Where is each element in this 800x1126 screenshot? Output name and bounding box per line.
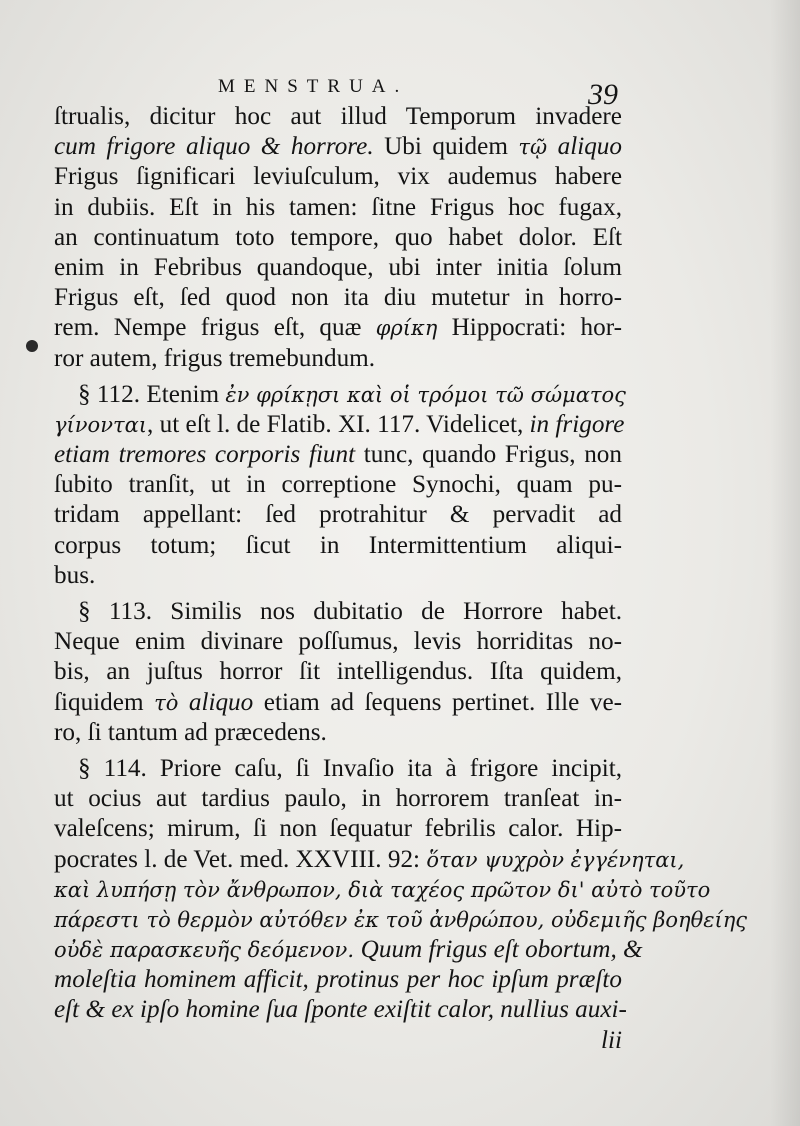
text-run: , ut eſt l. de Flatib. XI. 117. Videlicet,	[147, 410, 530, 438]
page-header	[0, 72, 800, 111]
ink-spot	[26, 340, 38, 352]
text-run: ſubito tranſit, ut in correptione Synochi, quam pu-	[54, 471, 622, 499]
text-line	[54, 1026, 622, 1056]
greek-text: οὐδὲ παρασκευῆς δεόμενον.	[54, 938, 361, 963]
greek-text: πάρεστι τὸ θερμὸν αὐτόθεν ἐκ τοῦ ἀνθρώπου, οὐδεμιῆς βοηθείης	[54, 907, 748, 932]
greek-text: ὅταν ψυχρὸν ἐγγένηται,	[426, 847, 685, 872]
text-line	[54, 470, 622, 500]
text-run: tridam appellant: ſed protrahitur & pervadit ad	[54, 501, 622, 529]
text-line	[54, 627, 622, 657]
italic-text: lii	[601, 1026, 622, 1054]
text-run: valeſcens; mirum, ſi non ſequatur febrilis calor. Hip-	[54, 815, 622, 843]
text-line	[54, 380, 626, 410]
text-run: Neque enim divinare poſſumus, levis horriditas no-	[54, 628, 622, 656]
text-line	[54, 935, 643, 965]
text-run: etiam ad ſequens pertinet. Ille ve-	[253, 688, 623, 716]
page-number: 39	[588, 78, 618, 111]
text-line	[54, 718, 622, 748]
running-title: MENSTRUA.	[218, 76, 409, 97]
page-edge-shadow	[770, 0, 800, 1126]
text-line	[54, 965, 622, 995]
greek-text: ἐν φρίκῃσι καὶ οἱ τρόμοι τῶ σώματος	[225, 382, 626, 407]
italic-text: etiam tremores corporis fiunt	[54, 441, 356, 469]
italic-text: eſt & ex ipſo homine ſua ſponte exiſtit calor, nullius auxi-	[54, 996, 627, 1024]
text-line	[54, 440, 622, 470]
text-run: an continuatum toto tempore, quo habet dolor. Eſt	[54, 223, 622, 251]
text-run: ro, ſi tantum ad præcedens.	[54, 718, 327, 746]
body-text	[54, 102, 748, 1056]
text-line	[54, 531, 622, 561]
text-run: § 113. Similis nos dubitatio de Horrore habet.	[78, 598, 622, 625]
greek-text: τὸ	[154, 690, 179, 715]
greek-text: τῷ	[518, 135, 548, 160]
text-line	[54, 162, 622, 192]
text-line	[54, 410, 625, 440]
text-run: Hippocrati: hor-	[437, 314, 622, 342]
italic-text: Quum frigus eſt obortum, &	[360, 936, 643, 964]
text-line	[54, 223, 622, 253]
text-run: pocrates l. de Vet. med. XXVIII. 92:	[54, 845, 427, 873]
text-run: ſtrualis, dicitur hoc aut illud Temporum invadere	[54, 103, 622, 130]
text-run: in dubiis. Eſt in his tamen: ſitne Frigus hoc fugax,	[54, 193, 622, 221]
text-run: enim in Febribus quandoque, ubi inter initia ſolum	[54, 253, 622, 281]
text-run: Frigus eſt, ſed quod non ita diu mutetur in horro-	[54, 284, 622, 312]
greek-text: φρίκη	[375, 316, 438, 341]
text-line	[54, 102, 622, 132]
italic-text: in frigore	[529, 410, 625, 438]
text-run: tunc, quando Frigus, non	[355, 441, 622, 469]
text-line	[54, 313, 622, 343]
text-run: bus.	[54, 561, 96, 589]
text-line	[54, 754, 622, 784]
text-run: § 112. Etenim	[78, 380, 226, 408]
text-run: bis, an juſtus horror ſit intelligendus. Iſta quidem,	[54, 658, 622, 686]
greek-text: καὶ λυπήσῃ τὸν ἄνθρωπον, διὰ ταχέος πρῶτον δι' αὐτὸ τοῦτο	[54, 877, 711, 902]
text-line	[54, 561, 622, 591]
italic-text: cum frigore aliquo & horrore.	[54, 133, 374, 161]
text-line	[54, 657, 622, 687]
text-line	[54, 995, 627, 1025]
text-line	[54, 875, 711, 905]
text-line	[54, 283, 622, 313]
text-line	[54, 905, 748, 935]
italic-text: aliquo	[178, 688, 254, 716]
text-run: rem. Nempe frigus eſt, quæ	[54, 314, 376, 342]
text-run: Ubi quidem	[373, 133, 519, 161]
text-run: Frigus ſignificari leviuſculum, vix audemus habere	[54, 163, 622, 191]
text-line	[54, 597, 622, 627]
text-line	[54, 814, 622, 844]
text-run: § 114. Priore caſu, ſi Invaſio ita à frigore incipit,	[78, 754, 622, 782]
italic-text: aliquo	[547, 133, 622, 161]
text-line	[54, 344, 622, 374]
text-run: ſiquidem	[54, 688, 155, 716]
text-line	[54, 688, 622, 718]
text-line	[54, 253, 622, 283]
text-run: ror autem, frigus tremebundum.	[54, 344, 376, 372]
text-run: ut ocius aut tardius paulo, in horrorem tranſeat in-	[54, 785, 622, 813]
greek-text: γίνονται	[54, 412, 147, 437]
text-line	[54, 132, 622, 162]
text-line	[54, 500, 622, 530]
text-line	[54, 193, 622, 223]
italic-text: moleſtia hominem afficit, protinus per hoc ipſum præſto	[54, 966, 622, 994]
text-line	[54, 845, 685, 875]
text-run: corpus totum; ſicut in Intermittentium aliqui-	[54, 531, 622, 559]
text-line	[54, 784, 622, 814]
